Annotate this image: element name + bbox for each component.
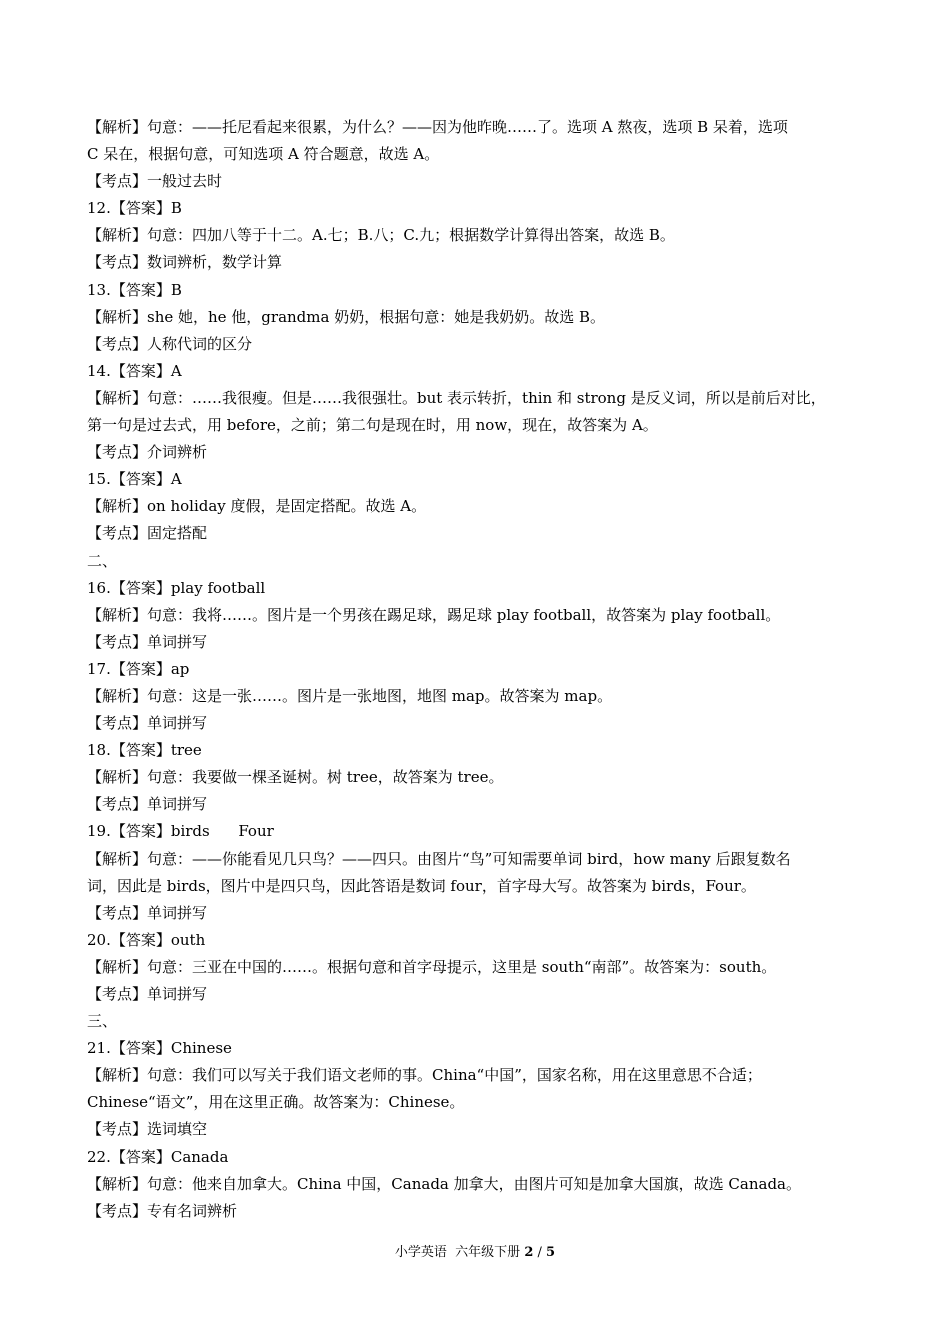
text-line: 第一句是过去式，用 before，之前；第二句是现在时，用 now，现在，故答案为 A。 <box>87 416 658 435</box>
footer-label: 小学英语 六年级下册 <box>394 1245 525 1260</box>
text-line: C 呆在，根据句意，可知选项 A 符合题意，故选 A。 <box>87 145 440 164</box>
text-line: 【考点】选词填空 <box>87 1120 208 1139</box>
text-line: 【考点】介词辨析 <box>87 443 208 462</box>
text-line: 【考点】专有名词辨析 <box>87 1201 238 1220</box>
text-line: 15.【答案】A <box>87 470 182 489</box>
text-line: 17.【答案】ap <box>87 659 190 678</box>
text-line: 21.【答案】Chinese <box>87 1039 232 1058</box>
page-number: 2 <box>524 1245 534 1260</box>
page-total: 5 <box>546 1245 556 1260</box>
page-separator: / <box>533 1245 547 1260</box>
text-line: 14.【答案】A <box>87 361 182 380</box>
text-line: 【解析】句意：……我很瘦。但是……我很强壮。but 表示转折，thin 和 strong 是反义词，所以是前后对比， <box>87 388 826 407</box>
text-line: 【考点】人称代词的区分 <box>87 334 253 353</box>
text-line: 【解析】句意：我要做一棵圣诞树。树 tree，故答案为 tree。 <box>87 768 504 787</box>
text-line: 【考点】单词拼写 <box>87 632 208 651</box>
text-line: 【解析】she 她，he 他，grandma 奶奶，根据句意：她是我奶奶。故选 B。 <box>87 307 606 326</box>
document-body <box>87 114 877 1225</box>
section-heading: 三、 <box>87 1012 118 1031</box>
section-heading: 二、 <box>87 551 118 570</box>
text-line: 【解析】句意：四加八等于十二。A.七；B.八；C.九；根据数学计算得出答案，故选 B。 <box>87 226 675 245</box>
page-footer <box>0 1244 950 1262</box>
text-line: 【解析】句意：三亚在中国的……。根据句意和首字母提示，这里是 south“南部”。故答案为：south。 <box>87 957 777 976</box>
text-line: 【解析】句意：这是一张……。图片是一张地图，地图 map。故答案为 map。 <box>87 686 613 705</box>
text-line: 【考点】数词辨析，数学计算 <box>87 253 283 272</box>
text-line: 【考点】单词拼写 <box>87 985 208 1003</box>
text-line: 【解析】句意：他来自加拿大。China 中国，Canada 加拿大，由图片可知是加拿大国旗，故选 Canada。 <box>87 1174 801 1193</box>
text-line: 18.【答案】tree <box>87 741 202 760</box>
text-line: 22.【答案】Canada <box>87 1147 229 1166</box>
text-line: 【考点】单词拼写 <box>87 903 208 922</box>
text-line: 12.【答案】B <box>87 199 182 218</box>
text-line: 【解析】句意：我将……。图片是一个男孩在踢足球，踢足球 play football，故答案为 play football。 <box>87 605 781 624</box>
text-line: 20.【答案】outh <box>87 930 206 949</box>
text-line: 13.【答案】B <box>87 280 182 299</box>
text-line: 【解析】句意：——你能看见几只鸟？——四只。由图片“鸟”可知需要单词 bird，how many 后跟复数名 <box>87 849 791 868</box>
text-line: 【考点】单词拼写 <box>87 795 208 814</box>
text-line: 【考点】单词拼写 <box>87 714 208 733</box>
text-line: 【解析】on holiday 度假，是固定搭配。故选 A。 <box>87 497 427 516</box>
text-line: 词，因此是 birds，图片中是四只鸟，因此答语是数词 four，首字母大写。故答案为 birds，Four。 <box>87 876 756 895</box>
text-line: 16.【答案】play football <box>87 578 266 597</box>
text-line: 【解析】句意：——托尼看起来很累，为什么？——因为他昨晚……了。选项 A 熬夜，选项 B 呆着，选项 <box>87 118 788 136</box>
text-line: 【考点】固定搭配 <box>87 524 208 543</box>
text-line: 【考点】一般过去时 <box>87 172 223 191</box>
text-line: Chinese“语文”，用在这里正确。故答案为：Chinese。 <box>87 1093 465 1112</box>
text-line: 19.【答案】birds Four <box>87 822 274 841</box>
text-line: 【解析】句意：我们可以写关于我们语文老师的事。China“中国”，国家名称，用在这里意思不合适； <box>87 1066 762 1085</box>
